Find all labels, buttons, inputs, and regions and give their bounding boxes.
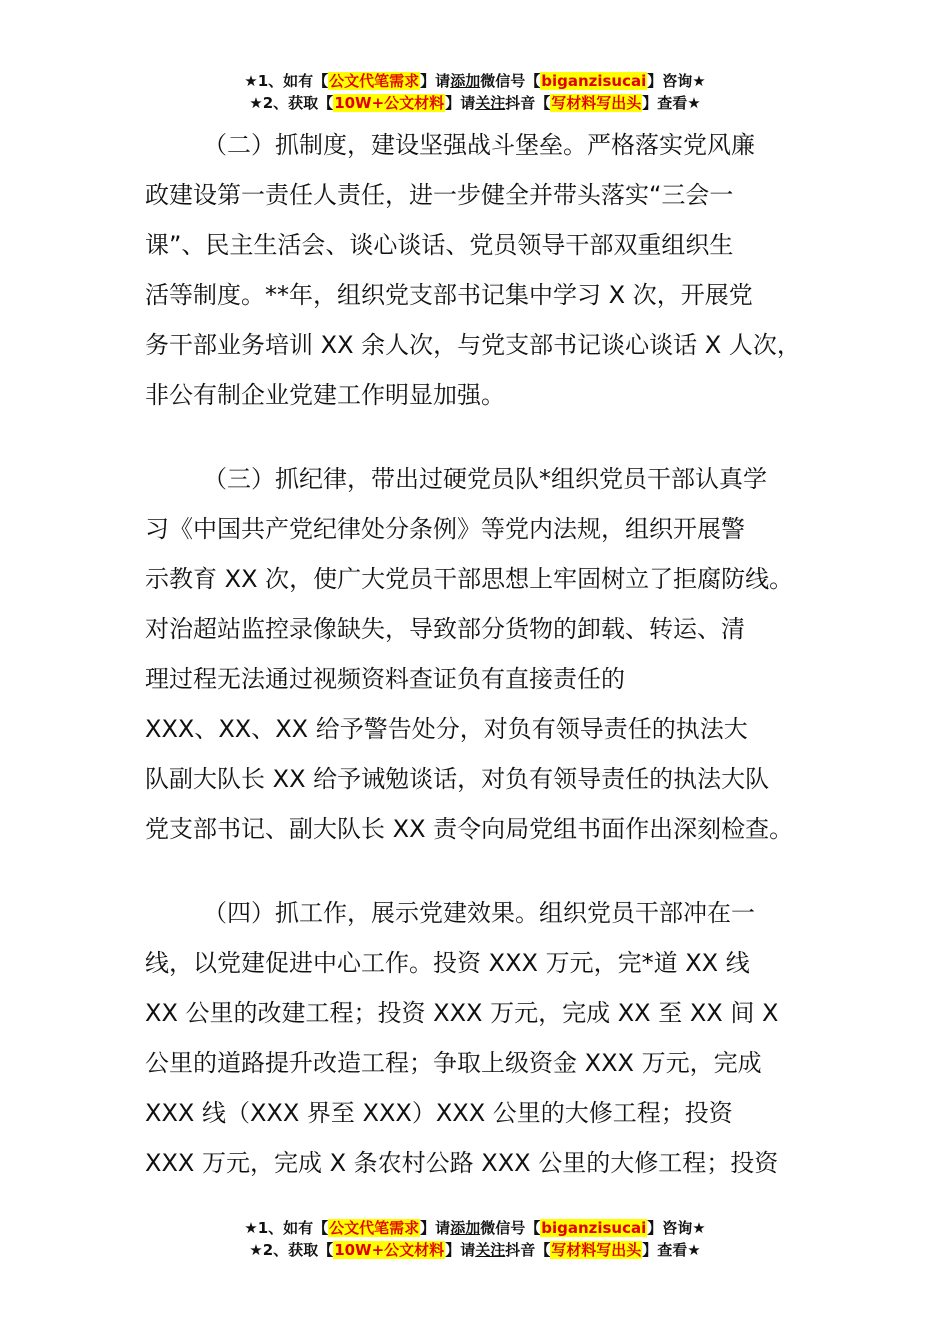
banner-text: 】查看★ — [642, 1241, 701, 1259]
banner-text: 】请 — [445, 1241, 476, 1259]
banner-line-1 — [0, 70, 950, 92]
text-line: 课”、民主生活会、谈心谈话、党员领导干部双重组织生 — [145, 231, 734, 259]
text-line: 非公有制企业党建工作明显加强。 — [145, 381, 505, 409]
banner-highlight: 写材料写出头 — [551, 94, 642, 112]
text-line: 习《中国共产党纪律处分条例》等党内法规，组织开展警 — [145, 515, 745, 543]
text-line: XXX、XX、XX 给予警告处分，对负有领导责任的执法大 — [145, 715, 748, 743]
banner-highlight: biganzisucai — [541, 1219, 647, 1237]
header-banner — [0, 70, 950, 114]
banner-underline: 添加 — [450, 1219, 481, 1237]
banner-line-2 — [0, 1239, 950, 1261]
text-line: XXX 线（XXX 界至 XXX）XXX 公里的大修工程；投资 — [145, 1099, 733, 1127]
text-line: （三）抓纪律，带出过硬党员队*组织党员干部认真学 — [203, 465, 767, 493]
text-line: 党支部书记、副大队长 XX 责令向局党组书面作出深刻检查。 — [145, 815, 794, 843]
banner-text: 微信号【 — [480, 72, 541, 90]
text-line: 线，以党建促进中心工作。投资 XXX 万元，完*道 XX 线 — [145, 949, 750, 977]
text-line: 务干部业务培训 XX 余人次，与党支部书记谈心谈话 X 人次， — [145, 331, 801, 359]
banner-highlight: 10W+公文材料 — [334, 94, 445, 112]
banner-text: ★2、获取【 — [249, 94, 334, 112]
text-line: XXX 万元，完成 X 条农村公路 XXX 公里的大修工程；投资 — [145, 1149, 779, 1177]
text-line: 政建设第一责任人责任，进一步健全并带头落实“三会一 — [145, 181, 734, 209]
banner-underline: 关注 — [475, 1241, 506, 1259]
paragraph-4 — [145, 888, 845, 1188]
banner-highlight: 写材料写出头 — [551, 1241, 642, 1259]
banner-highlight: 公文代笔需求 — [329, 1219, 420, 1237]
banner-text: 抖音【 — [505, 94, 551, 112]
banner-text: 】咨询★ — [647, 1219, 706, 1237]
document-body — [145, 120, 845, 1188]
banner-highlight: 10W+公文材料 — [334, 1241, 445, 1259]
paragraph-2 — [145, 120, 845, 420]
banner-text: ★1、如有【 — [244, 72, 329, 90]
banner-line-2 — [0, 92, 950, 114]
banner-underline: 添加 — [450, 72, 481, 90]
banner-text: 】请 — [420, 72, 451, 90]
banner-text: 】查看★ — [642, 94, 701, 112]
footer-banner — [0, 1217, 950, 1261]
text-line: 对治超站监控录像缺失，导致部分货物的卸载、转运、清 — [145, 615, 745, 643]
text-line: 队副大队长 XX 给予诫勉谈话，对负有领导责任的执法大队 — [145, 765, 770, 793]
text-line: 示教育 XX 次，使广大党员干部思想上牢固树立了拒腐防线。 — [145, 565, 794, 593]
banner-text: ★2、获取【 — [249, 1241, 334, 1259]
banner-underline: 关注 — [475, 94, 506, 112]
text-line: XX 公里的改建工程；投资 XXX 万元，完成 XX 至 XX 间 X — [145, 999, 779, 1027]
text-line: 公里的道路提升改造工程；争取上级资金 XXX 万元，完成 — [145, 1049, 762, 1077]
banner-text: 微信号【 — [480, 1219, 541, 1237]
text-line: 活等制度。**年，组织党支部书记集中学习 X 次，开展党 — [145, 281, 753, 309]
paragraph-3 — [145, 454, 845, 854]
banner-text: ★1、如有【 — [244, 1219, 329, 1237]
banner-text: 】请 — [445, 94, 476, 112]
text-line: （四）抓工作，展示党建效果。组织党员干部冲在一 — [203, 899, 755, 927]
banner-text: 抖音【 — [505, 1241, 551, 1259]
banner-highlight: 公文代笔需求 — [329, 72, 420, 90]
text-line: 理过程无法通过视频资料查证负有直接责任的 — [145, 665, 625, 693]
text-line: （二）抓制度，建设坚强战斗堡垒。严格落实党风廉 — [203, 131, 755, 159]
banner-line-1 — [0, 1217, 950, 1239]
banner-text: 】请 — [420, 1219, 451, 1237]
banner-highlight: biganzisucai — [541, 72, 647, 90]
banner-text: 】咨询★ — [647, 72, 706, 90]
